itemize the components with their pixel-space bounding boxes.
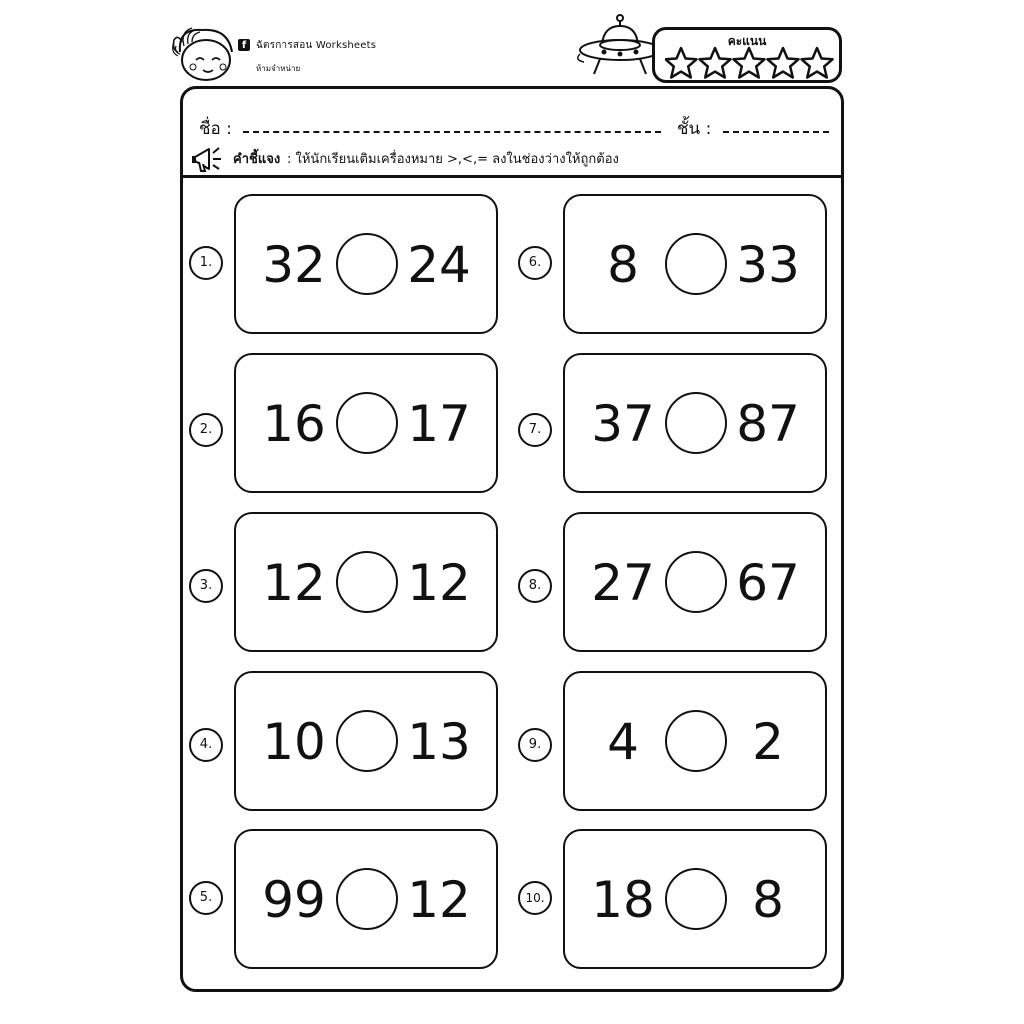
right-number: 33 bbox=[736, 236, 800, 294]
problem-card bbox=[563, 512, 827, 652]
star-icon bbox=[734, 48, 765, 78]
right-number: 17 bbox=[407, 395, 471, 453]
left-number: 8 bbox=[607, 236, 639, 294]
brand-name: ฉัตรการสอน Worksheets bbox=[256, 40, 377, 51]
left-number: 18 bbox=[591, 871, 655, 929]
question-number: 7. bbox=[518, 413, 552, 447]
instruction-text: : ให้นักเรียนเติมเครื่องหมาย >,<,= ลงในช่องว่างให้ถูกต้อง bbox=[287, 152, 619, 167]
brand-header bbox=[172, 22, 412, 82]
left-number: 99 bbox=[262, 871, 326, 929]
answer-circle[interactable] bbox=[336, 868, 398, 930]
class-label: ชั้น : bbox=[677, 119, 712, 139]
left-number: 12 bbox=[262, 554, 326, 612]
question-number: 5. bbox=[189, 881, 223, 915]
answer-circle[interactable] bbox=[665, 551, 727, 613]
right-number: 67 bbox=[736, 554, 800, 612]
instruction-label: คำชี้แจง bbox=[233, 152, 281, 167]
star-icon bbox=[700, 48, 731, 78]
answer-circle[interactable] bbox=[665, 392, 727, 454]
left-number: 4 bbox=[607, 713, 639, 771]
question-number: 3. bbox=[189, 569, 223, 603]
question-number: 4. bbox=[189, 728, 223, 762]
name-label: ชื่อ : bbox=[199, 119, 232, 139]
left-number: 27 bbox=[591, 554, 655, 612]
problem-card bbox=[234, 512, 498, 652]
question-number: 1. bbox=[189, 246, 223, 280]
left-number: 32 bbox=[262, 236, 326, 294]
right-number: 2 bbox=[752, 713, 784, 771]
answer-circle[interactable] bbox=[665, 710, 727, 772]
problem-card bbox=[234, 829, 498, 969]
question-number: 10. bbox=[518, 881, 552, 915]
right-number: 13 bbox=[407, 713, 471, 771]
star-icon bbox=[666, 48, 697, 78]
score-box bbox=[652, 27, 842, 83]
score-title: คะแนน bbox=[727, 34, 767, 48]
right-number: 12 bbox=[407, 554, 471, 612]
left-number: 37 bbox=[591, 395, 655, 453]
question-number: 9. bbox=[518, 728, 552, 762]
answer-circle[interactable] bbox=[336, 233, 398, 295]
brand-subtitle: ห้ามจำหน่าย bbox=[256, 64, 301, 73]
left-number: 16 bbox=[262, 395, 326, 453]
problem-card bbox=[234, 671, 498, 811]
question-number: 2. bbox=[189, 413, 223, 447]
problem-card bbox=[563, 829, 827, 969]
megaphone-icon bbox=[191, 143, 231, 173]
right-number: 8 bbox=[752, 871, 784, 929]
left-number: 10 bbox=[262, 713, 326, 771]
name-blank-line[interactable] bbox=[243, 131, 661, 133]
name-row bbox=[199, 115, 232, 142]
right-number: 24 bbox=[407, 236, 471, 294]
girl-mascot-icon bbox=[172, 22, 236, 82]
answer-circle[interactable] bbox=[665, 868, 727, 930]
answer-circle[interactable] bbox=[336, 710, 398, 772]
star-icon bbox=[768, 48, 799, 78]
right-number: 12 bbox=[407, 871, 471, 929]
question-number: 6. bbox=[518, 246, 552, 280]
problem-card bbox=[234, 194, 498, 334]
problem-card bbox=[563, 353, 827, 493]
problem-card bbox=[563, 671, 827, 811]
answer-circle[interactable] bbox=[665, 233, 727, 295]
answer-circle[interactable] bbox=[336, 551, 398, 613]
problem-card bbox=[234, 353, 498, 493]
question-number: 8. bbox=[518, 569, 552, 603]
star-icon bbox=[802, 48, 833, 78]
problem-card bbox=[563, 194, 827, 334]
right-number: 87 bbox=[736, 395, 800, 453]
header-divider bbox=[183, 175, 841, 178]
star-rating bbox=[665, 46, 837, 82]
class-blank-line[interactable] bbox=[723, 131, 829, 133]
answer-circle[interactable] bbox=[336, 392, 398, 454]
facebook-icon: f bbox=[238, 39, 250, 51]
